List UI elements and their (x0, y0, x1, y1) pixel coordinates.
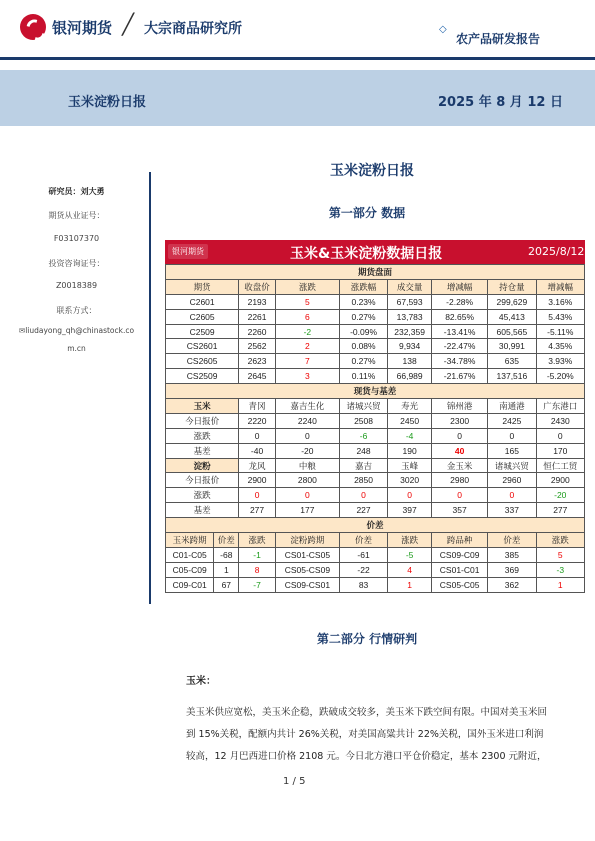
table-cell: 3 (275, 369, 339, 384)
table-cell: CS05-CS09 (275, 562, 339, 577)
table-cell: 138 (388, 354, 432, 369)
table-cell: 0.11% (339, 369, 387, 384)
table-cell: 价差 (339, 533, 387, 548)
table-cell: C01-C05 (166, 547, 214, 562)
data-table (165, 264, 585, 593)
table-cell: 45,413 (488, 309, 536, 324)
table-cell: C09-C01 (166, 577, 214, 592)
section-row-futures (166, 265, 585, 280)
table-cell: 玉米 (166, 399, 239, 414)
table-cell: 0.27% (339, 309, 387, 324)
table-cell: 1 (536, 577, 584, 592)
corn-subheading: 玉米： (186, 676, 216, 687)
table-cell: -21.67% (432, 369, 488, 384)
futures-row (166, 369, 585, 384)
table-cell: 3020 (388, 473, 432, 488)
table-cell: 2645 (239, 369, 276, 384)
table-cell: 2960 (488, 473, 536, 488)
table-cell: 期货盘面 (166, 265, 585, 280)
table-cell: 价差 (214, 533, 239, 548)
corn-row (166, 428, 585, 443)
table-cell: 0 (388, 488, 432, 503)
table-cell: 2562 (239, 339, 276, 354)
consult-label: 投资咨询证号： (48, 259, 105, 268)
table-cell: 9,934 (388, 339, 432, 354)
table-cell: 232,359 (388, 324, 432, 339)
section-row-spot (166, 384, 585, 399)
starch-row (166, 473, 585, 488)
table-cell: 1 (388, 577, 432, 592)
brand-separator: ╱ (122, 12, 135, 36)
table-cell: 299,629 (488, 294, 536, 309)
table-cell: C2509 (166, 324, 239, 339)
table-cell: -6 (339, 428, 387, 443)
table-cell: 605,565 (488, 324, 536, 339)
table-cell: -68 (214, 547, 239, 562)
spread-row (166, 547, 585, 562)
table-cell: -2 (275, 324, 339, 339)
table-cell: 369 (488, 562, 536, 577)
starch-row (166, 488, 585, 503)
table-cell: 0 (239, 488, 276, 503)
report-type: 农产品研发报告 (456, 32, 541, 46)
table-cell: 涨跌 (536, 533, 584, 548)
table-cell: 期货 (166, 279, 239, 294)
table-cell: 2900 (239, 473, 276, 488)
table-cell: -13.41% (432, 324, 488, 339)
table-cell: 广东港口 (536, 399, 584, 414)
table-cell: 诸城兴贸 (339, 399, 387, 414)
table-cell: 涨跌 (166, 428, 239, 443)
header-rule (0, 57, 595, 60)
corn-row (166, 443, 585, 458)
table-cell: 3.16% (536, 294, 584, 309)
table-cell: 涨跌 (275, 279, 339, 294)
part-two-heading: 第二部分 行情研判 (316, 632, 418, 646)
table-cell: C2605 (166, 309, 239, 324)
table-cell: 跨品种 (432, 533, 488, 548)
corn-row (166, 413, 585, 428)
table-cell: 165 (488, 443, 536, 458)
brand-logo-icon (20, 14, 46, 40)
table-cell: 2240 (275, 413, 339, 428)
table-cell: 嘉吉 (339, 458, 387, 473)
mail-icon: ✉ (18, 326, 26, 335)
table-cell: 385 (488, 547, 536, 562)
table-cell: 357 (432, 503, 488, 518)
part-one-heading: 第一部分 数据 (328, 206, 406, 220)
table-cell: 涨跌 (239, 533, 276, 548)
table-cell: -7 (239, 577, 276, 592)
band-title: 玉米淀粉日报 (68, 95, 147, 110)
table-cell: -40 (239, 443, 276, 458)
table-cell: -34.78% (432, 354, 488, 369)
table-cell: 成交量 (388, 279, 432, 294)
table-cell: 8 (239, 562, 276, 577)
table-cell: 2220 (239, 413, 276, 428)
table-cell: 277 (239, 503, 276, 518)
table-cell: 5.43% (536, 309, 584, 324)
table-cell: 137,516 (488, 369, 536, 384)
table-cell: 锦州港 (432, 399, 488, 414)
table-cell: 0 (432, 428, 488, 443)
table-cell: 2300 (432, 413, 488, 428)
table-cell: 0 (239, 428, 276, 443)
futures-header-row (166, 279, 585, 294)
table-cell: 82.65% (432, 309, 488, 324)
table-cell: -4 (388, 428, 432, 443)
futures-row (166, 354, 585, 369)
table-cell: 4.35% (536, 339, 584, 354)
page-title: 玉米淀粉日报 (330, 163, 414, 179)
table-cell: 7 (275, 354, 339, 369)
table-cell: 涨跌 (388, 533, 432, 548)
table-cell: 南通港 (488, 399, 536, 414)
table-cell: 0.23% (339, 294, 387, 309)
researcher-name: 研究员：刘大勇 (48, 187, 105, 196)
table-cell: 0.08% (339, 339, 387, 354)
table-cell: 5 (275, 294, 339, 309)
table-cell: 2193 (239, 294, 276, 309)
table-cell: 诸城兴贸 (488, 458, 536, 473)
table-cell: 4 (388, 562, 432, 577)
table-cell: 6 (275, 309, 339, 324)
table-cell: 增减幅 (432, 279, 488, 294)
table-logo: 银河期货 (168, 244, 208, 259)
contact-label: 联系方式： (56, 306, 97, 315)
table-cell: 2430 (536, 413, 584, 428)
table-cell: CS01-CS05 (275, 547, 339, 562)
table-cell: 337 (488, 503, 536, 518)
table-cell: 涨跌 (166, 488, 239, 503)
table-cell: 2450 (388, 413, 432, 428)
table-cell: 0 (488, 428, 536, 443)
table-cell: 2900 (536, 473, 584, 488)
table-cell: -5.20% (536, 369, 584, 384)
table-cell: 1 (214, 562, 239, 577)
table-cell: 现货与基差 (166, 384, 585, 399)
section-row-spread (166, 518, 585, 533)
institute-name: 大宗商品研究所 (144, 21, 242, 37)
table-cell: -1 (239, 547, 276, 562)
spread-header-row (166, 533, 585, 548)
table-cell: 玉峰 (388, 458, 432, 473)
table-cell: 66,989 (388, 369, 432, 384)
table-cell: 248 (339, 443, 387, 458)
table-cell: CS2601 (166, 339, 239, 354)
table-date: 2025/8/12 (528, 245, 585, 258)
table-cell: CS2605 (166, 354, 239, 369)
table-cell: CS09-CS01 (275, 577, 339, 592)
futures-row (166, 324, 585, 339)
band-date: 2025 年 8 月 12 日 (438, 95, 563, 110)
table-cell: 227 (339, 503, 387, 518)
table-cell: -5.11% (536, 324, 584, 339)
corn-paragraph: 美玉米供应宽松，美玉米企稳，跌破成交较多，美玉米下跌空间有限。中国对美玉米回到 15%关税，配额内共计 26%关税，对美国高粱共计 22%关税，国外玉米进口利润较高，12 月巴西进口价格 2108 元。今日北方港口平仓价稳定，基本 2300 元附近， (186, 707, 548, 762)
futures-row (166, 294, 585, 309)
table-cell: 83 (339, 577, 387, 592)
table-cell: 30,991 (488, 339, 536, 354)
table-cell: 2260 (239, 324, 276, 339)
table-cell: 40 (432, 443, 488, 458)
table-cell: 190 (388, 443, 432, 458)
table-cell: 淀粉 (166, 458, 239, 473)
table-cell: 0.27% (339, 354, 387, 369)
futures-row (166, 339, 585, 354)
table-cell: -61 (339, 547, 387, 562)
email-text[interactable]: liudayong_qh@chinastock.co (25, 326, 135, 335)
table-cell: CS2509 (166, 369, 239, 384)
table-cell: 2623 (239, 354, 276, 369)
table-cell: 67,593 (388, 294, 432, 309)
starch-row (166, 503, 585, 518)
table-cell: 397 (388, 503, 432, 518)
table-cell: 增减幅 (536, 279, 584, 294)
table-cell: 基差 (166, 503, 239, 518)
spread-row (166, 577, 585, 592)
starch-header-row (166, 458, 585, 473)
table-cell: 635 (488, 354, 536, 369)
table-cell: 0 (275, 488, 339, 503)
futures-row (166, 309, 585, 324)
table-cell: 恒仁工贸 (536, 458, 584, 473)
license-number: F03107370 (53, 234, 100, 243)
page-number: 1 / 5 (283, 776, 306, 787)
table-cell: -0.09% (339, 324, 387, 339)
consult-number: Z0018389 (55, 281, 98, 290)
table-cell: -5 (388, 547, 432, 562)
table-cell: -3 (536, 562, 584, 577)
table-cell: 今日报价 (166, 413, 239, 428)
email-line-2[interactable]: m.cn (67, 344, 86, 353)
table-cell: 5 (536, 547, 584, 562)
brand-name: 银河期货 (52, 19, 113, 37)
table-cell: 收盘价 (239, 279, 276, 294)
table-cell: 龙风 (239, 458, 276, 473)
table-cell: -22.47% (432, 339, 488, 354)
table-cell: 0 (339, 488, 387, 503)
table-cell: 基差 (166, 443, 239, 458)
table-cell: 玉米跨期 (166, 533, 214, 548)
table-cell: 持仓量 (488, 279, 536, 294)
table-cell: 2980 (432, 473, 488, 488)
table-cell: C2601 (166, 294, 239, 309)
table-cell: CS09-C09 (432, 547, 488, 562)
table-cell: 2800 (275, 473, 339, 488)
table-cell: 淀粉跨期 (275, 533, 339, 548)
table-cell: CS01-C01 (432, 562, 488, 577)
spread-row (166, 562, 585, 577)
table-cell: 涨跌幅 (339, 279, 387, 294)
table-cell: 2850 (339, 473, 387, 488)
table-cell: 170 (536, 443, 584, 458)
table-cell: 2425 (488, 413, 536, 428)
table-cell: 362 (488, 577, 536, 592)
table-cell: -22 (339, 562, 387, 577)
table-cell: 价差 (166, 518, 585, 533)
table-cell: 67 (214, 577, 239, 592)
table-cell: 3.93% (536, 354, 584, 369)
table-cell: -2.28% (432, 294, 488, 309)
table-cell: 寿光 (388, 399, 432, 414)
table-cell: 0 (432, 488, 488, 503)
table-cell: 今日报价 (166, 473, 239, 488)
sidebar-divider (149, 172, 151, 604)
table-cell: 177 (275, 503, 339, 518)
table-cell: 13,783 (388, 309, 432, 324)
table-cell: C05-C09 (166, 562, 214, 577)
table-cell: 0 (536, 428, 584, 443)
license-label: 期货从业证号： (48, 211, 105, 220)
diamond-icon: ◇ (439, 24, 447, 35)
table-cell: 0 (488, 488, 536, 503)
table-cell: 2261 (239, 309, 276, 324)
table-cell: 0 (275, 428, 339, 443)
table-cell: 277 (536, 503, 584, 518)
table-cell: 青冈 (239, 399, 276, 414)
table-cell: CS05-C05 (432, 577, 488, 592)
table-cell: 中粮 (275, 458, 339, 473)
table-cell: 嘉吉生化 (275, 399, 339, 414)
table-title: 玉米&玉米淀粉数据日报 (290, 246, 443, 262)
table-cell: 价差 (488, 533, 536, 548)
table-cell: 2 (275, 339, 339, 354)
table-cell: 2508 (339, 413, 387, 428)
email-line[interactable] (14, 326, 139, 335)
corn-header-row (166, 399, 585, 414)
table-cell: 金玉米 (432, 458, 488, 473)
table-cell: -20 (536, 488, 584, 503)
table-cell: -20 (275, 443, 339, 458)
